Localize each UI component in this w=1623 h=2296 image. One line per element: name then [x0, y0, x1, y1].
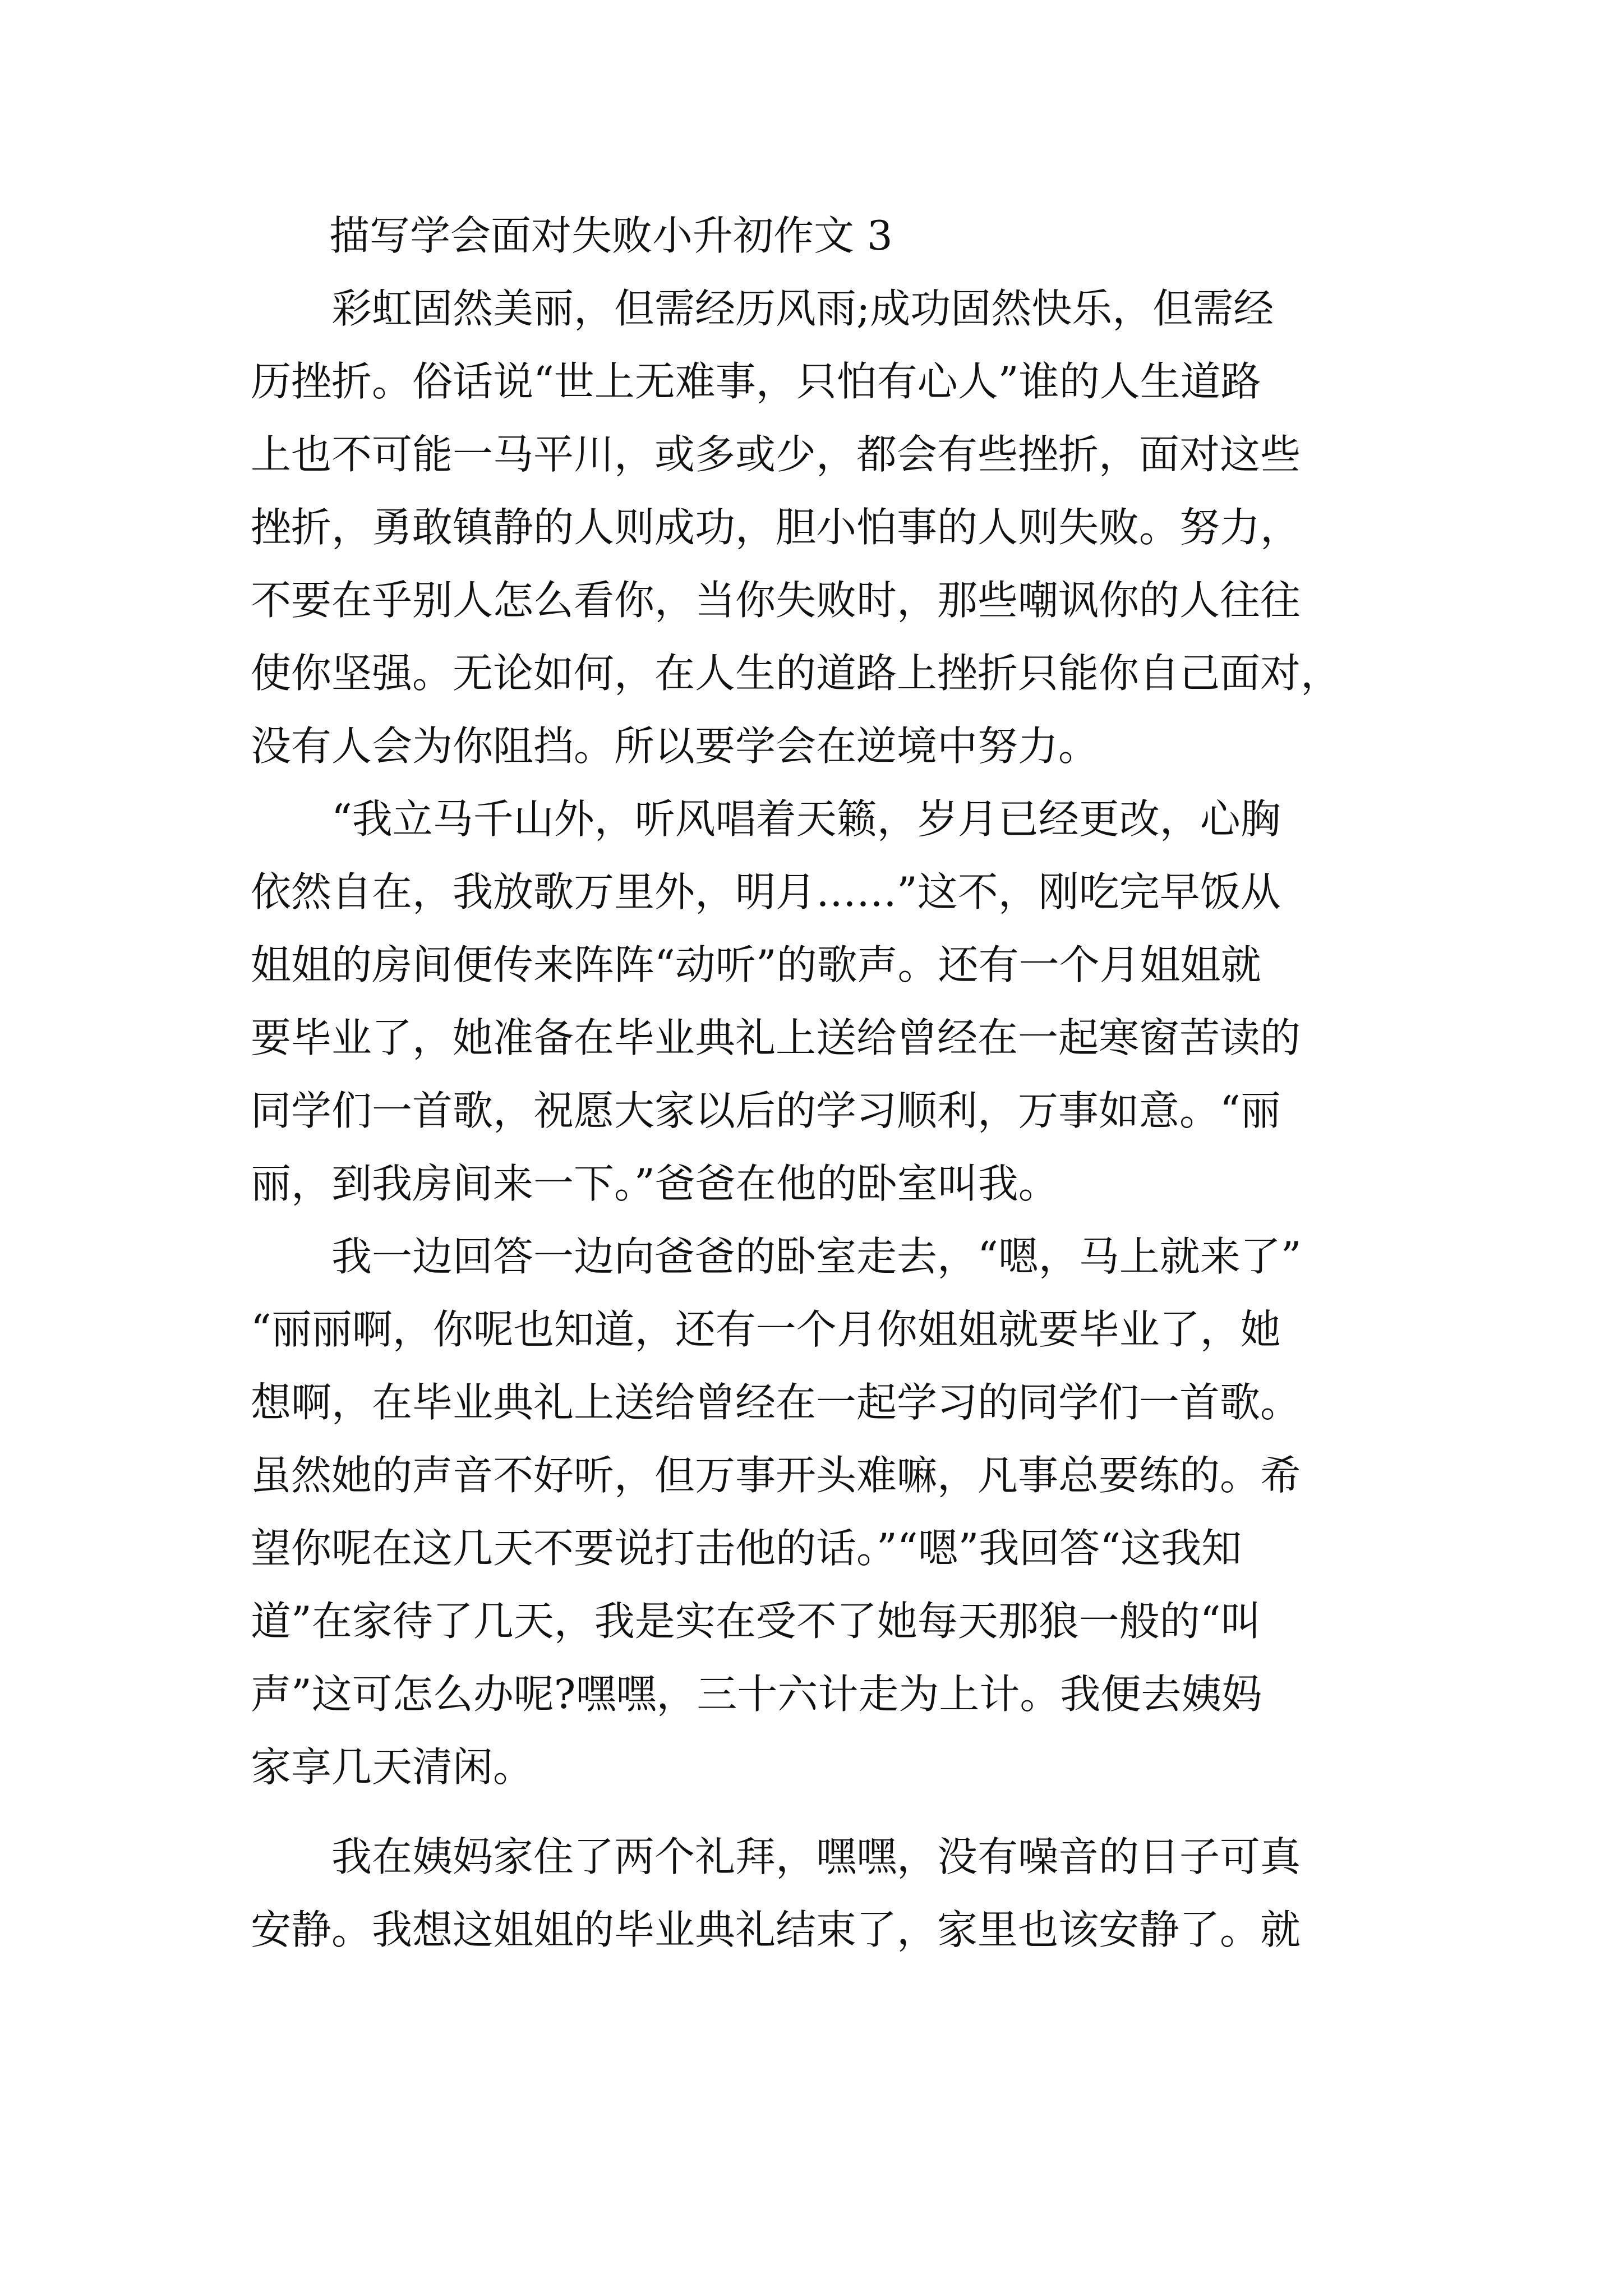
paragraph-line: 丽，到我房间来一下。”爸爸在他的卧室叫我。	[251, 1160, 1059, 1207]
paragraph-line: 彩虹固然美丽，但需经历风雨;成功固然快乐，但需经	[331, 285, 1274, 332]
paragraph-line: 依然自在，我放歌万里外，明月……”这不，刚吃完早饭从	[251, 868, 1281, 915]
document-body	[251, 199, 1378, 1966]
paragraph-line: 历挫折。俗话说“世上无难事，只怕有心人”谁的人生道路	[251, 358, 1261, 405]
paragraph-line: 声”这可怎么办呢?嘿嘿，三十六计走为上计。我便去姨妈	[251, 1671, 1262, 1718]
paragraph-line: 不要在乎别人怎么看你，当你失败时，那些嘲讽你的人往往	[251, 577, 1301, 624]
paragraph-line: 要毕业了，她准备在毕业典礼上送给曾经在一起寒窗苦读的	[251, 1014, 1301, 1061]
paragraph-line: 想啊，在毕业典礼上送给曾经在一起学习的同学们一首歌。	[251, 1379, 1301, 1426]
paragraph-line: 挫折，勇敢镇静的人则成功，胆小怕事的人则失败。努力，	[251, 504, 1301, 551]
paragraph-line: “丽丽啊，你呢也知道，还有一个月你姐姐就要毕业了，她	[251, 1306, 1281, 1353]
paragraph-line: 我一边回答一边向爸爸的卧室走去，“嗯，马上就来了”	[331, 1233, 1302, 1280]
paragraph-line: 使你坚强。无论如何，在人生的道路上挫折只能你自己面对，	[251, 650, 1341, 697]
paragraph-line: 上也不可能一马平川，或多或少，都会有些挫折，面对这些	[251, 431, 1301, 478]
paragraph-line: 安静。我想这姐姐的毕业典礼结束了，家里也该安静了。就	[251, 1906, 1301, 1953]
paragraph-line: 同学们一首歌，祝愿大家以后的学习顺利，万事如意。“丽	[251, 1087, 1281, 1134]
paragraph-line: 没有人会为你阻挡。所以要学会在逆境中努力。	[251, 723, 1099, 770]
paragraph-1	[251, 272, 1378, 783]
paragraph-line: 虽然她的声音不好听，但万事开头难嘛，凡事总要练的。希	[251, 1452, 1301, 1499]
paragraph-2	[251, 783, 1378, 1220]
paragraph-line: 姐姐的房间便传来阵阵“动听”的歌声。还有一个月姐姐就	[251, 941, 1261, 988]
paragraph-line: 道”在家待了几天，我是实在受不了她每天那狼一般的“叫	[251, 1598, 1261, 1645]
paragraph-4	[251, 1820, 1378, 1966]
document-title: 描写学会面对失败小升初作文 3	[329, 212, 893, 259]
paragraph-line: 望你呢在这几天不要说打击他的话。”“嗯”我回答“这我知	[251, 1525, 1242, 1572]
paragraph-line: “我立马千山外，听风唱着天籁，岁月已经更改，心胸	[331, 795, 1281, 843]
paragraph-line: 家享几天清闲。	[251, 1743, 534, 1791]
paragraph-3	[251, 1220, 1378, 1803]
paragraph-line: 我在姨妈家住了两个礼拜，嘿嘿，没有噪音的日子可真	[331, 1833, 1301, 1880]
